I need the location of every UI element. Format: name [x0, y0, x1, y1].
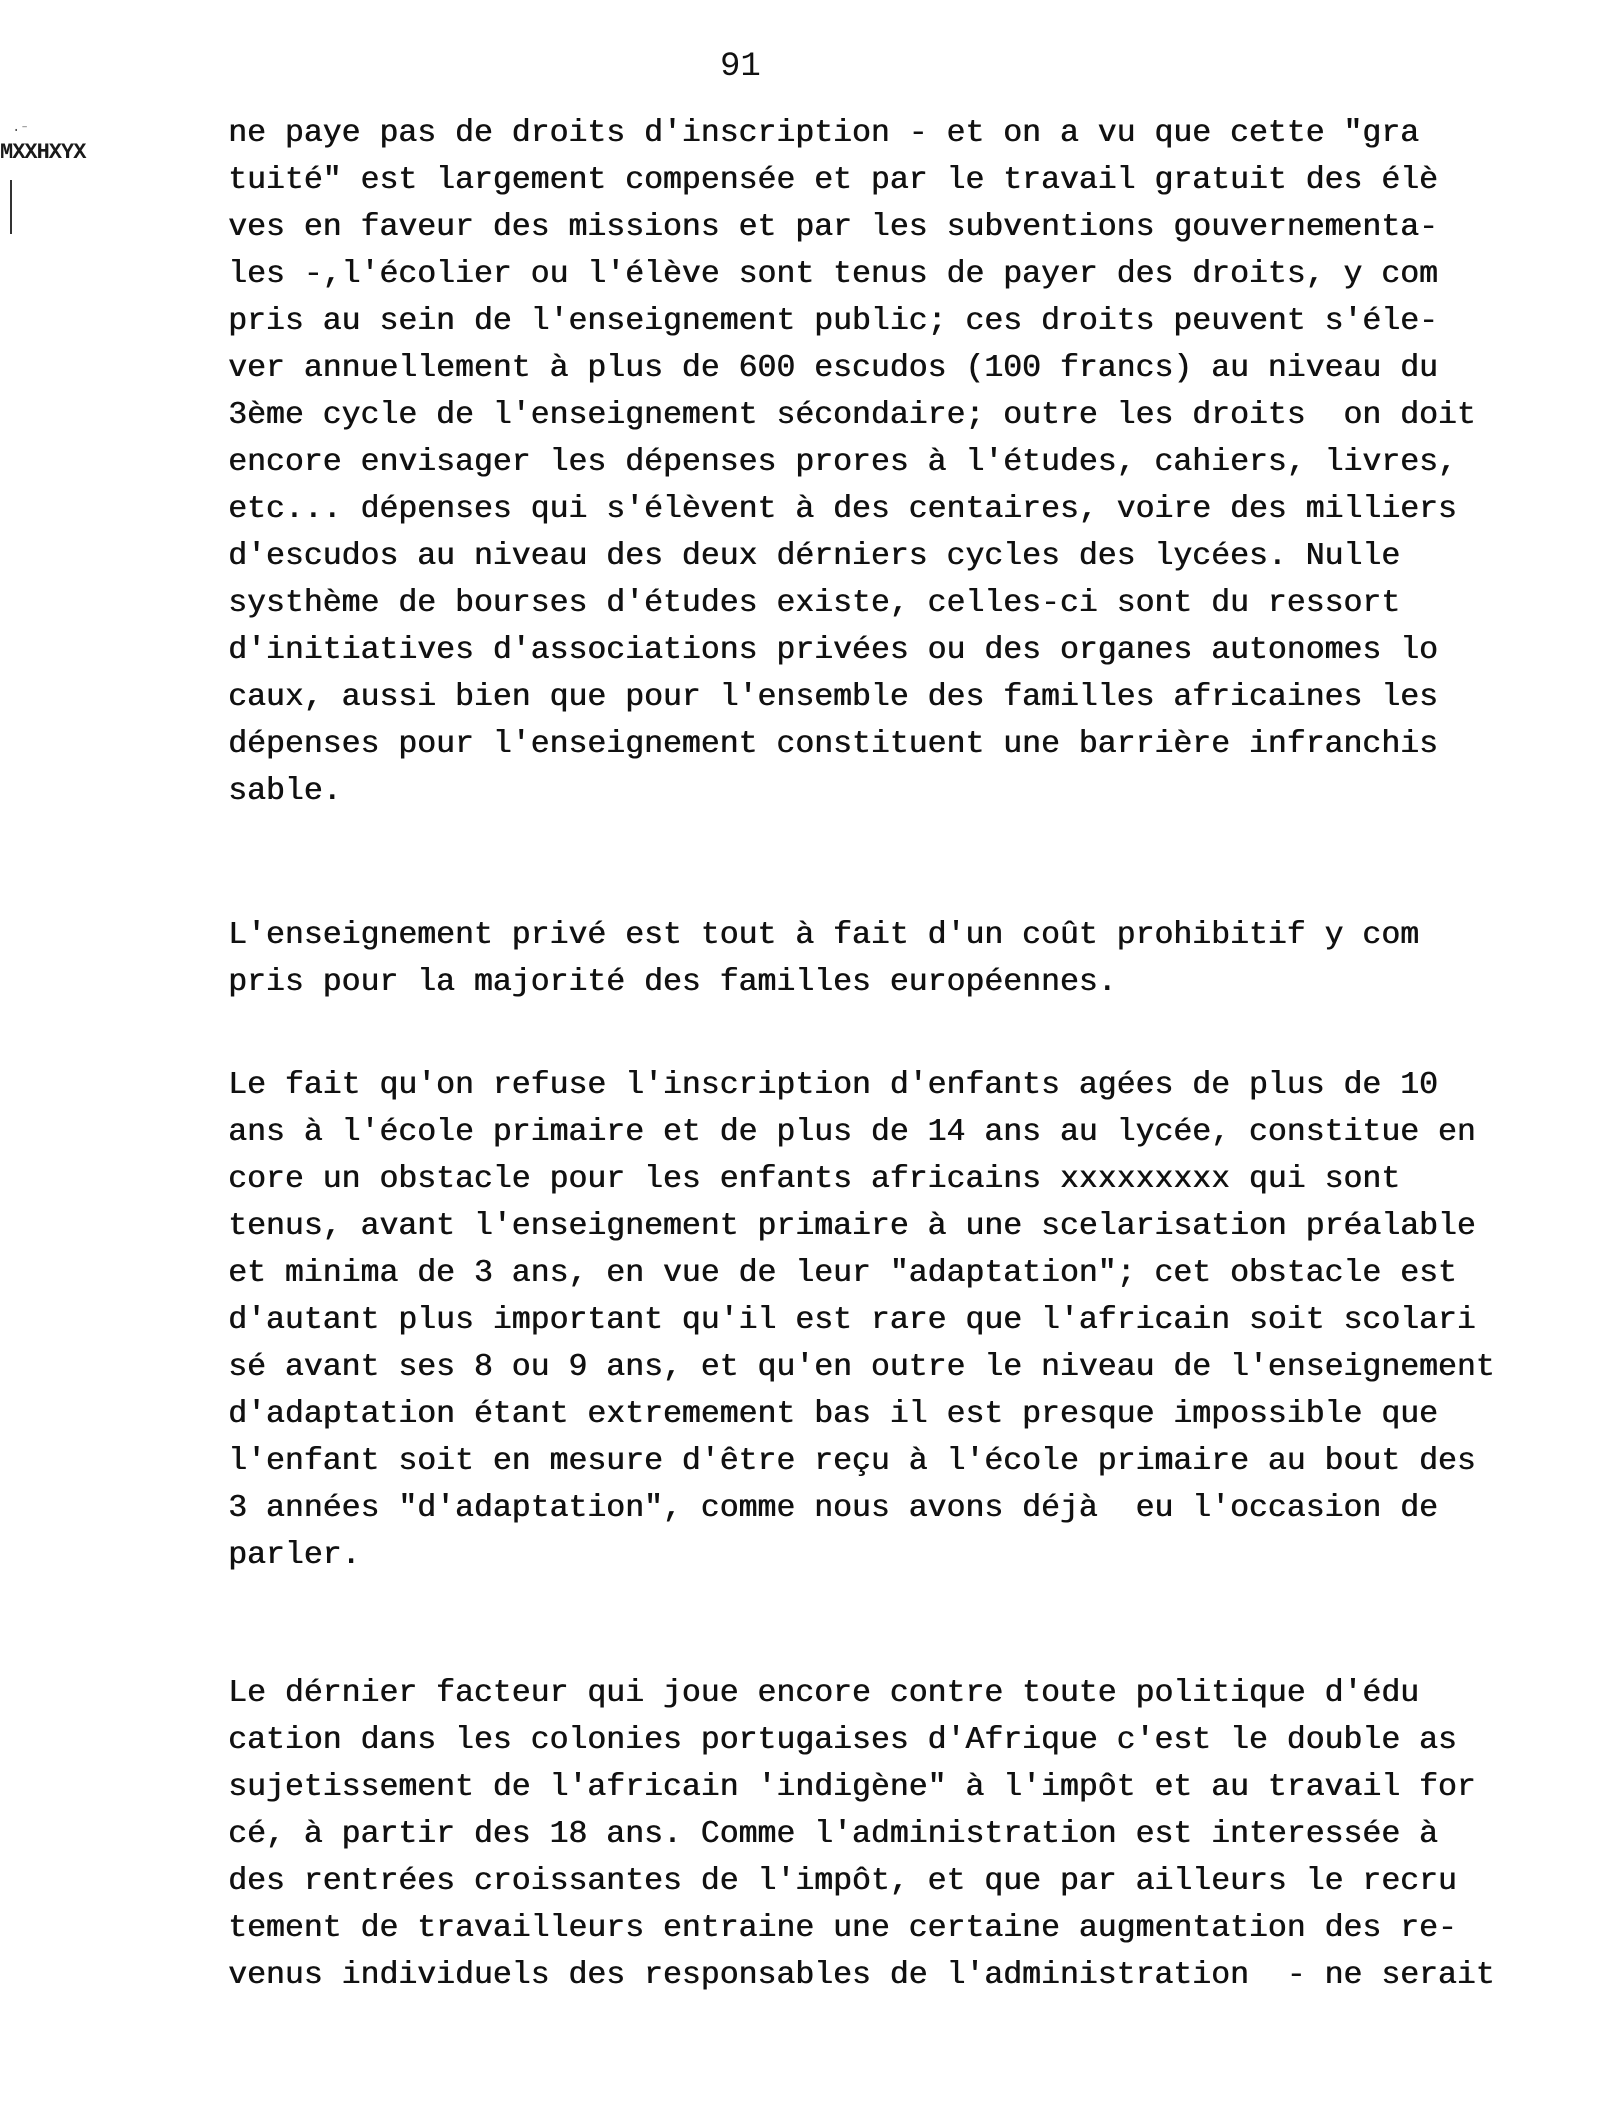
text-line: venus individuels des responsables de l'administration - ne serait: [228, 1958, 1495, 1993]
text-line: des rentrées croissantes de l'impôt, et que par ailleurs le recru: [228, 1864, 1457, 1899]
text-line: 3ème cycle de l'enseignement sécondaire; outre les droits on doit: [228, 398, 1476, 433]
paragraph-4: [228, 1670, 1495, 1999]
text-line: ver annuellement à plus de 600 escudos (100 francs) au niveau du: [228, 351, 1438, 386]
text-line: d'escudos au niveau des deux dérniers cycles des lycées. Nulle: [228, 539, 1400, 574]
text-line: Le fait qu'on refuse l'inscription d'enfants agées de plus de 10: [228, 1068, 1438, 1103]
text-line: systhème de bourses d'études existe, celles-ci sont du ressort: [228, 586, 1400, 621]
text-line: cé, à partir des 18 ans. Comme l'administration est interessée à: [228, 1817, 1438, 1852]
text-line: d'adaptation étant extremement bas il est presque impossible que: [228, 1397, 1438, 1432]
text-line: sujetissement de l'africain 'indigène" à l'impôt et au travail for: [228, 1770, 1476, 1805]
text-line: les -,l'écolier ou l'élève sont tenus de payer des droits, y com: [228, 257, 1438, 292]
text-line: d'autant plus important qu'il est rare que l'africain soit scolari: [228, 1303, 1476, 1338]
margin-mark: MXXHXYX: [0, 140, 86, 165]
text-line: pris pour la majorité des familles européennes.: [228, 965, 1117, 1000]
text-line: Le dérnier facteur qui joue encore contre toute politique d'édu: [228, 1676, 1419, 1711]
text-line: encore envisager les dépenses prores à l'études, cahiers, livres,: [228, 445, 1457, 480]
page-number: 91: [720, 48, 761, 86]
paragraph-3: [228, 1062, 1495, 1579]
text-line: tuité" est largement compensée et par le travail gratuit des élè: [228, 163, 1438, 198]
text-line: cation dans les colonies portugaises d'Afrique c'est le double as: [228, 1723, 1457, 1758]
text-line: core un obstacle pour les enfants africains xxxxxxxxx qui sont: [228, 1162, 1400, 1197]
text-line: pris au sein de l'enseignement public; ces droits peuvent s'éle-: [228, 304, 1438, 339]
text-line: dépenses pour l'enseignement constituent une barrière infranchis: [228, 727, 1438, 762]
text-line: L'enseignement privé est tout à fait d'un coût prohibitif y com: [228, 918, 1419, 953]
text-line: tenus, avant l'enseignement primaire à une scelarisation préalable: [228, 1209, 1476, 1244]
text-line: 3 années "d'adaptation", comme nous avons déjà eu l'occasion de: [228, 1491, 1438, 1526]
text-line: d'initiatives d'associations privées ou des organes autonomes lo: [228, 633, 1438, 668]
margin-bar: [10, 180, 12, 234]
text-line: ne paye pas de droits d'inscription - et on a vu que cette "gra: [228, 116, 1419, 151]
text-line: sé avant ses 8 ou 9 ans, et qu'en outre le niveau de l'enseignement: [228, 1350, 1495, 1385]
paragraph-1: [228, 110, 1476, 815]
paragraph-2: [228, 912, 1419, 1006]
text-line: et minima de 3 ans, en vue de leur "adaptation"; cet obstacle est: [228, 1256, 1457, 1291]
text-line: tement de travailleurs entraine une certaine augmentation des re-: [228, 1911, 1457, 1946]
text-line: caux, aussi bien que pour l'ensemble des familles africaines les: [228, 680, 1438, 715]
text-line: etc... dépenses qui s'élèvent à des centaires, voire des milliers: [228, 492, 1457, 527]
text-line: parler.: [228, 1538, 361, 1573]
text-line: sable.: [228, 774, 342, 809]
margin-tick: ·⁻: [12, 123, 29, 139]
text-line: ves en faveur des missions et par les subventions gouvernementa-: [228, 210, 1438, 245]
text-line: ans à l'école primaire et de plus de 14 ans au lycée, constitue en: [228, 1115, 1476, 1150]
text-line: l'enfant soit en mesure d'être reçu à l'école primaire au bout des: [228, 1444, 1476, 1479]
